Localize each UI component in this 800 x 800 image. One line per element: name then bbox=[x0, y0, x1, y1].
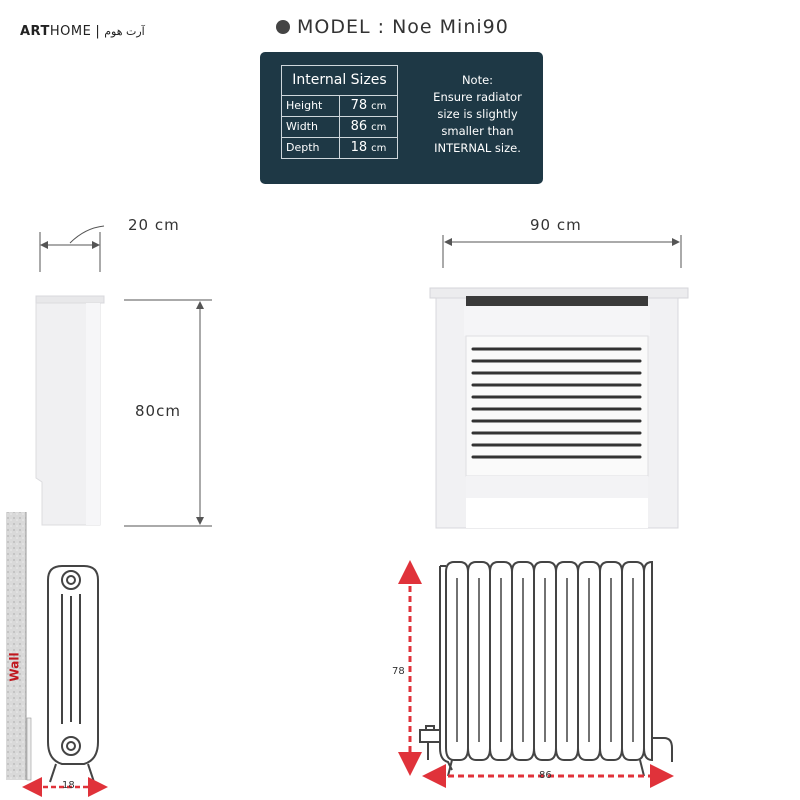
brand-separator: | bbox=[95, 24, 101, 39]
size-unit: cm bbox=[371, 101, 387, 112]
radiator-height-label: 78 bbox=[392, 666, 405, 677]
cabinet-height-label: 80cm bbox=[135, 402, 181, 420]
note-line: Note: bbox=[461, 73, 494, 87]
size-value: 86 bbox=[350, 119, 368, 134]
note-line: Ensure radiator bbox=[433, 90, 522, 104]
cabinet-side-view bbox=[36, 296, 104, 525]
note-line: size is slightly bbox=[437, 107, 518, 121]
model-label: MODEL bbox=[297, 16, 371, 38]
wall bbox=[6, 512, 31, 780]
radiator-width-label: 86 bbox=[539, 770, 552, 781]
cabinet-depth-dimension bbox=[40, 226, 104, 272]
note-line: INTERNAL size. bbox=[434, 141, 521, 155]
model-name: Noe Mini90 bbox=[392, 16, 509, 38]
size-label: Height bbox=[282, 96, 340, 116]
cabinet-width-label: 90 cm bbox=[530, 216, 582, 234]
brand-rest: HOME bbox=[49, 24, 92, 39]
brand-persian: آرت هوم bbox=[104, 25, 145, 38]
radiator-depth-label: 18 bbox=[62, 780, 75, 791]
model-separator: : bbox=[377, 16, 386, 38]
note-line: smaller than bbox=[441, 124, 514, 138]
size-unit: cm bbox=[371, 143, 387, 154]
size-value: 18 bbox=[350, 140, 368, 155]
cabinet-front-view bbox=[430, 288, 688, 528]
cabinet-depth-label: 20 cm bbox=[128, 216, 180, 234]
wall-label: Wall bbox=[7, 652, 22, 682]
internal-sizes-title: Internal Sizes bbox=[282, 66, 397, 96]
brand-bold: ART bbox=[20, 24, 50, 39]
size-label: Width bbox=[282, 117, 340, 137]
radiator-side-view bbox=[48, 566, 98, 782]
cabinet-width-dimension bbox=[443, 235, 681, 268]
size-label: Depth bbox=[282, 138, 340, 158]
size-value: 78 bbox=[350, 98, 368, 113]
radiator-front-view bbox=[420, 562, 672, 776]
size-unit: cm bbox=[371, 122, 387, 133]
